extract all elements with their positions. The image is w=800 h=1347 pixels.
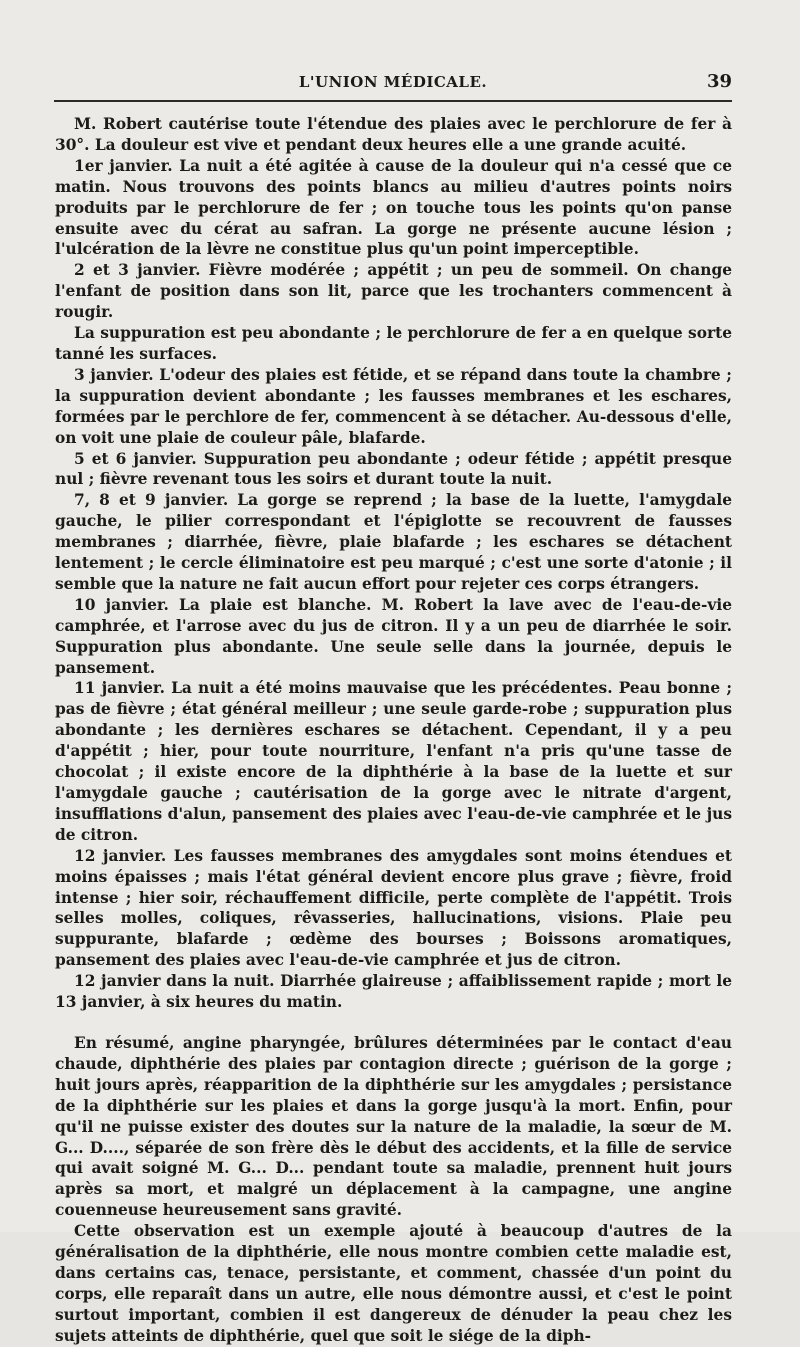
paragraph: 12 janvier. Les fausses membranes des amygdales sont moins étendues et moins épaisses ; mais l'état général devient encore plus grave ; fièvre, froid intense ; hier soir, réchauffement difficile, perte complète de l'appétit. Trois selles molles, coliques, rêvasseries, hallucinations, visions. Plaie peu suppurante, blafarde ; œdème des bourses ; Boissons aromatiques, pansement des plaies avec l'eau-de-vie camphrée et jus de citron. <box>55 846 732 970</box>
body-text <box>55 114 732 1347</box>
paragraph: 1er janvier. La nuit a été agitée à cause de la douleur qui n'a cessé que ce matin. Nous trouvons des points blancs au milieu d'autres points noirs produits par le perchlorure de fer ; on touche tous les points qu'on panse ensuite avec du cérat au safran. La gorge ne présente aucune lésion ; l'ulcération de la lèvre ne constitue plus qu'un point imperceptible. <box>55 156 732 259</box>
header-rule <box>54 100 732 102</box>
running-title: L'UNION MÉDICALE. <box>298 73 488 91</box>
paragraph: 10 janvier. La plaie est blanche. M. Robert la lave avec de l'eau-de-vie camphrée, et l'arrose avec du jus de citron. Il y a un peu de diarrhée le soir. Suppuration plus abondante. Une seule selle dans la journée, depuis le pansement. <box>55 595 732 677</box>
paragraph: La suppuration est peu abondante ; le perchlorure de fer a en quelque sorte tanné les surfaces. <box>55 324 732 363</box>
paragraph: En résumé, angine pharyngée, brûlures déterminées par le contact d'eau chaude, diphthérie des plaies par contagion directe ; guérison de la gorge ; huit jours après, réapparition de la diphthérie sur les amygdales ; persistance de la diphthérie sur les plaies et dans la gorge jusqu'à la mort. Enfin, pour qu'il ne puisse exister des doutes sur la nature de la maladie, la sœur de M. G... D...., séparée de son frère dès le début des accidents, et la fille de service qui avait soigné M. G... D... pendant toute sa maladie, prennent huit jours après sa mort, et malgré un déplacement à la campagne, une angine couenneuse heureusement sans gravité. <box>55 1033 732 1220</box>
paragraph: 3 janvier. L'odeur des plaies est fétide, et se répand dans toute la chambre ; la suppuration devient abondante ; les fausses membranes et les eschares, formées par le perchlore de fer, commencent à se détacher. Au-dessous d'elle, on voit une plaie de couleur pâle, blafarde. <box>55 365 732 447</box>
page-header <box>54 66 732 102</box>
paragraph: 2 et 3 janvier. Fièvre modérée ; appétit ; un peu de sommeil. On change l'enfant de position dans son lit, parce que les trochanters commencent à rougir. <box>55 261 732 322</box>
paragraph: M. Robert cautérise toute l'étendue des plaies avec le perchlorure de fer à 30°. La douleur est vive et pendant deux heures elle a une grande acuité. <box>55 115 732 154</box>
paragraph: 11 janvier. La nuit a été moins mauvaise que les précédentes. Peau bonne ; pas de fièvre ; état général meilleur ; une seule garde-robe ; suppuration plus abondante ; les dernières eschares se détachent. Cependant, il y a peu d'appétit ; hier, pour toute nourriture, l'enfant n'a pris qu'une tasse de chocolat ; il existe encore de la diphthérie à la base de la luette et sur l'amygdale gauche ; cautérisation de la gorge avec le nitrate d'argent, insufflations d'alun, pansement des plaies avec l'eau-de-vie camphrée et le jus de citron. <box>55 679 732 844</box>
page-number: 39 <box>706 71 732 92</box>
paragraph: 7, 8 et 9 janvier. La gorge se reprend ; la base de la luette, l'amygdale gauche, le pilier correspondant et l'épiglotte se recouvrent de fausses membranes ; diarrhée, fièvre, plaie blafarde ; les eschares se détachent lentement ; le cercle éliminatoire est peu marqué ; c'est une sorte d'atonie ; il semble que la nature ne fait aucun effort pour rejeter ces corps étrangers. <box>55 491 732 593</box>
paragraph: Cette observation est un exemple ajouté à beaucoup d'autres de la généralisation de la diphthérie, elle nous montre combien cette maladie est, dans certains cas, tenace, persistante, et comment, chassée d'un point du corps, elle reparaît dans un autre, elle nous démontre aussi, et c'est le point surtout important, combien il est dangereux de dénuder la peau chez les sujets atteints de diphthérie, quel que soit le siége de la diph- <box>55 1222 732 1345</box>
paragraph: 12 janvier dans la nuit. Diarrhée glaireuse ; affaiblissement rapide ; mort le 13 janvier, à six heures du matin. <box>55 972 732 1012</box>
paragraph: 5 et 6 janvier. Suppuration peu abondante ; odeur fétide ; appétit presque nul ; fièvre revenant tous les soirs et durant toute la nuit. <box>55 449 732 489</box>
